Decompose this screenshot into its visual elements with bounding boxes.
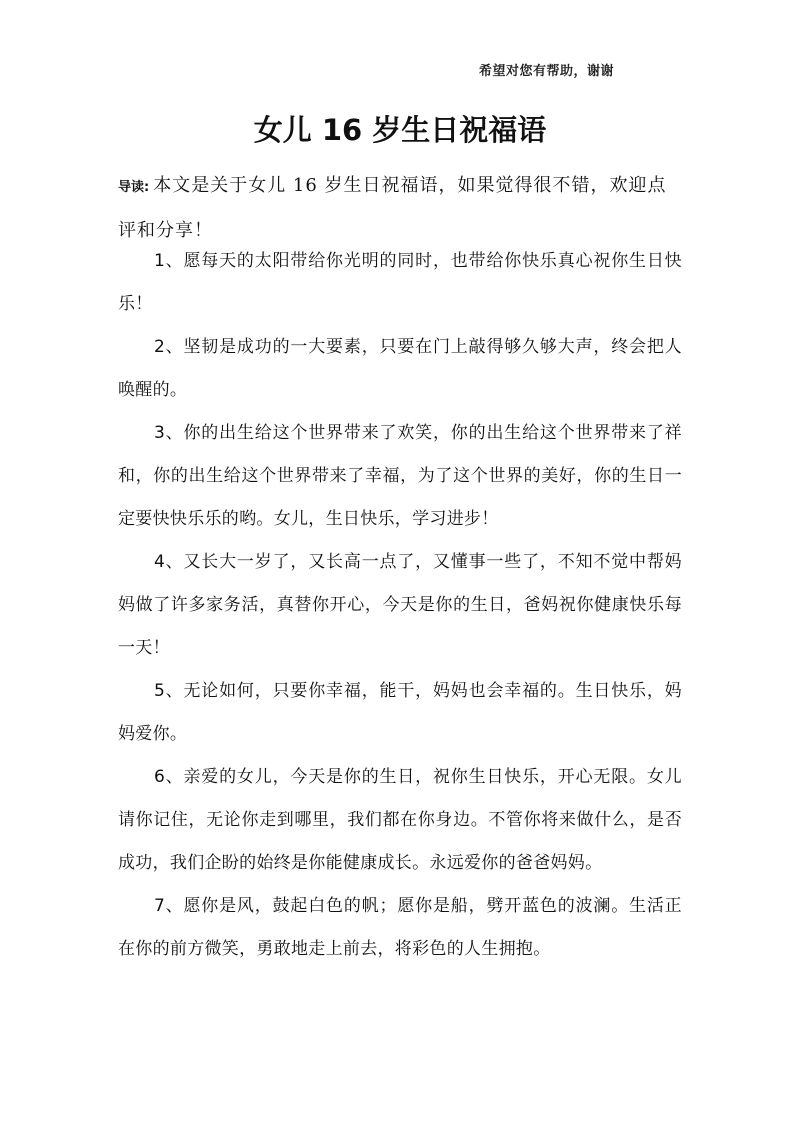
intro-text: 本文是关于女儿 16 岁生日祝福语，如果觉得很不错，欢迎点评和分享！ bbox=[118, 175, 667, 241]
wish-paragraph-1: 1、愿每天的太阳带给你光明的同时，也带给你快乐真心祝你生日快乐！ bbox=[118, 251, 682, 314]
article-body bbox=[118, 240, 682, 971]
intro-lead-label: 导读: bbox=[118, 180, 150, 195]
wish-paragraph-2: 2、坚韧是成功的一大要素，只要在门上敲得够久够大声，终会把人唤醒的。 bbox=[118, 337, 682, 400]
wish-paragraph-6: 6、亲爱的女儿，今天是你的生日，祝你生日快乐，开心无限。女儿请你记住，无论你走到哪里，我们都在你身边。不管你将来做什么，是否成功，我们企盼的始终是你能健康成长。永远爱你的爸爸妈妈。 bbox=[118, 767, 682, 873]
wish-paragraph-3: 3、你的出生给这个世界带来了欢笑，你的出生给这个世界带来了祥和，你的出生给这个世界带来了幸福，为了这个世界的美好，你的生日一定要快快乐乐的哟。女儿，生日快乐，学习进步！ bbox=[118, 423, 682, 529]
page-title: 女儿 16 岁生日祝福语 bbox=[253, 113, 547, 147]
header-note: 希望对您有帮助，谢谢 bbox=[478, 64, 614, 79]
wish-paragraph-5: 5、无论如何，只要你幸福，能干，妈妈也会幸福的。生日快乐，妈妈爱你。 bbox=[118, 681, 682, 744]
intro-paragraph bbox=[118, 164, 678, 252]
wish-paragraph-7: 7、愿你是风，鼓起白色的帆；愿你是船，劈开蓝色的波澜。生活正在你的前方微笑，勇敢地走上前去，将彩色的人生拥抱。 bbox=[118, 896, 682, 959]
wish-paragraph-4: 4、又长大一岁了，又长高一点了，又懂事一些了，不知不觉中帮妈妈做了许多家务活，真替你开心，今天是你的生日，爸妈祝你健康快乐每一天！ bbox=[118, 552, 682, 658]
